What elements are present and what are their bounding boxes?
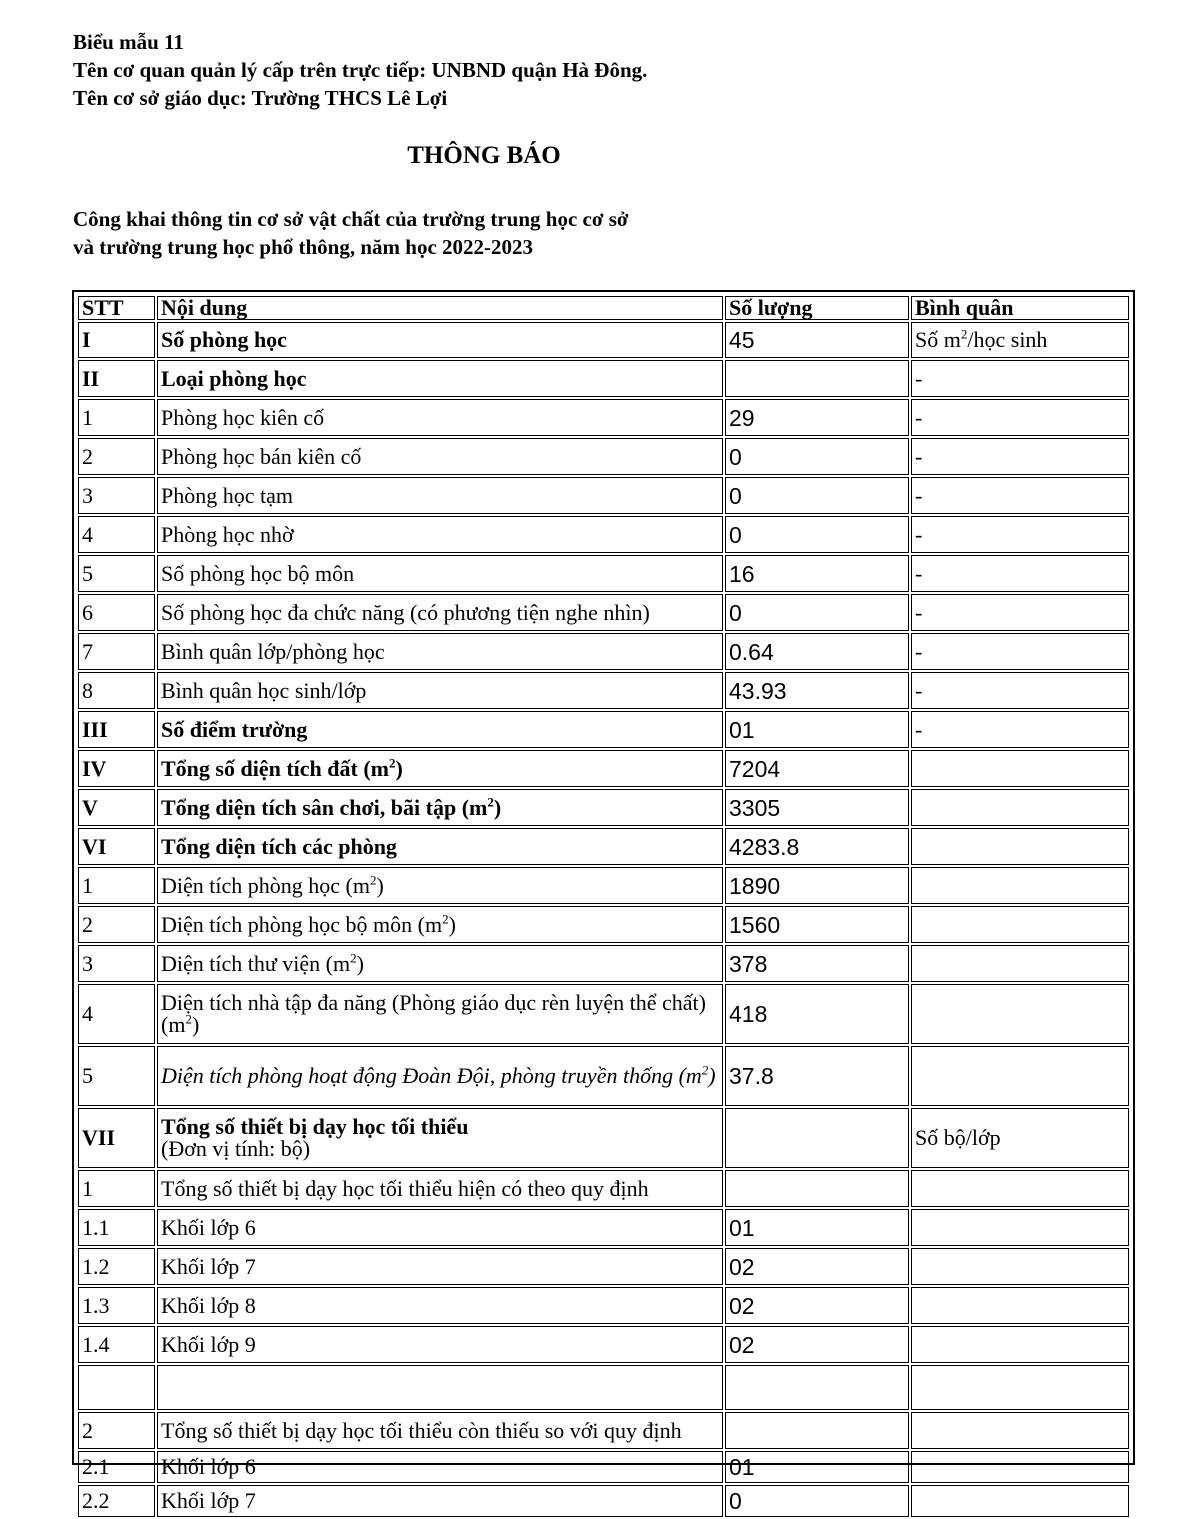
cell-noi-dung-text: Khối lớp 9	[161, 1331, 256, 1357]
managing-agency: Tên cơ quan quản lý cấp trên trực tiếp: UNBND quận Hà Đông.	[73, 58, 648, 82]
cell-stt	[78, 1046, 155, 1106]
cell-stt-text: 4	[82, 1001, 93, 1026]
cell-stt	[78, 594, 155, 631]
cell-stt-text: 6	[82, 599, 93, 625]
form-number: Biểu mẫu 11	[73, 30, 184, 54]
cell-noi-dung	[157, 1108, 723, 1168]
cell-binh-quan	[911, 399, 1129, 436]
cell-noi-dung-text: Số phòng học	[161, 327, 287, 352]
cell-noi-dung	[157, 1451, 723, 1483]
cell-stt	[78, 555, 155, 592]
cell-stt	[78, 1485, 155, 1517]
header-noi-dung: Nội dung	[157, 296, 723, 320]
cell-noi-dung	[157, 555, 723, 592]
table-row	[78, 516, 1129, 553]
cell-stt-text: VII	[82, 1125, 116, 1150]
cell-noi-dung-text: Khối lớp 6	[161, 1454, 256, 1479]
cell-noi-dung-text: Diện tích phòng hoạt động Đoàn Đội, phòng truyền thống $(m^2)$	[161, 1062, 716, 1088]
school-name: Tên cơ sở giáo dục: Trường THCS Lê Lợi	[73, 86, 448, 110]
facilities-table	[76, 294, 1131, 1519]
cell-stt	[78, 867, 155, 904]
cell-so-luong	[725, 1365, 909, 1410]
cell-binh-quan	[911, 438, 1129, 475]
cell-stt	[78, 789, 155, 826]
cell-so-luong	[725, 1170, 909, 1207]
cell-noi-dung-text: Số điểm trường	[161, 716, 308, 742]
cell-noi-dung	[157, 322, 723, 358]
cell-noi-dung-text: Phòng học bán kiên cố	[161, 443, 362, 469]
cell-noi-dung	[157, 477, 723, 514]
cell-binh-quan	[911, 1365, 1129, 1410]
cell-binh-quan-text: -	[915, 521, 923, 547]
table-row	[78, 1046, 1129, 1106]
cell-stt-text: VI	[82, 833, 107, 859]
cell-stt	[78, 633, 155, 670]
cell-binh-quan	[911, 516, 1129, 553]
cell-stt	[78, 1365, 155, 1410]
cell-stt	[78, 672, 155, 709]
cell-binh-quan-text: -	[915, 404, 923, 430]
table-row	[78, 594, 1129, 631]
table-row	[78, 1451, 1129, 1483]
cell-stt-text: 1	[82, 404, 93, 430]
cell-stt-text: 2	[82, 1417, 93, 1443]
cell-so-luong	[725, 1485, 909, 1517]
table-row	[78, 322, 1129, 358]
cell-binh-quan	[911, 1170, 1129, 1207]
table-row	[78, 477, 1129, 514]
cell-noi-dung-text: Tổng số thiết bị dạy học tối thiểu hiện có theo quy định	[161, 1175, 649, 1201]
table-row	[78, 906, 1129, 943]
cell-noi-dung-text: Số phòng học bộ môn	[161, 560, 355, 586]
cell-so-luong-text: 4283.8	[729, 833, 800, 860]
cell-noi-dung-text: Khối lớp 6	[161, 1214, 256, 1240]
cell-binh-quan	[911, 672, 1129, 709]
cell-binh-quan-text: -	[915, 599, 923, 625]
table-row	[78, 711, 1129, 748]
cell-binh-quan-text: -	[915, 638, 923, 664]
cell-stt-text: IV	[82, 755, 107, 781]
cell-noi-dung-text: Tổng số diện tích đất $(m^2)$	[161, 755, 403, 781]
notice-subtitle	[73, 205, 629, 261]
cell-so-luong-text: 3305	[729, 794, 781, 821]
cell-noi-dung	[157, 1248, 723, 1285]
cell-binh-quan	[911, 867, 1129, 904]
table-row	[78, 399, 1129, 436]
cell-stt	[78, 1412, 155, 1449]
cell-noi-dung	[157, 984, 723, 1044]
cell-binh-quan	[911, 1412, 1129, 1449]
cell-so-luong-text: 0	[729, 521, 742, 548]
cell-so-luong	[725, 789, 909, 826]
cell-noi-dung	[157, 399, 723, 436]
cell-stt-text: 7	[82, 638, 93, 664]
cell-noi-dung	[157, 633, 723, 670]
table-row	[78, 1248, 1129, 1285]
cell-stt-text: 3	[82, 482, 93, 508]
table-row	[78, 1365, 1129, 1410]
cell-so-luong	[725, 1108, 909, 1168]
cell-so-luong	[725, 1248, 909, 1285]
cell-stt-text: 3	[82, 950, 93, 976]
table-row	[78, 360, 1129, 397]
cell-stt-text: V	[82, 794, 98, 820]
cell-noi-dung-text: Phòng học kiên cố	[161, 404, 325, 430]
cell-noi-dung	[157, 516, 723, 553]
cell-noi-dung	[157, 1485, 723, 1517]
cell-so-luong-text: 378	[729, 950, 768, 977]
cell-so-luong	[725, 945, 909, 982]
cell-noi-dung-text: Diện tích phòng học bộ môn $(m^2)$	[161, 911, 456, 937]
cell-noi-dung	[157, 1287, 723, 1324]
cell-noi-dung-text: Phòng học nhờ	[161, 521, 294, 547]
cell-binh-quan	[911, 1485, 1129, 1517]
cell-binh-quan-text: -	[915, 716, 923, 742]
cell-stt	[78, 1326, 155, 1363]
cell-binh-quan	[911, 1287, 1129, 1324]
cell-so-luong-text: 29	[729, 404, 755, 431]
cell-noi-dung-unit: (Đơn vị tính: bộ)	[161, 1136, 311, 1161]
cell-noi-dung	[157, 1046, 723, 1106]
cell-binh-quan	[911, 633, 1129, 670]
table-row	[78, 555, 1129, 592]
cell-binh-quan	[911, 984, 1129, 1044]
header-binh-quan: Bình quân	[911, 296, 1129, 320]
cell-so-luong	[725, 594, 909, 631]
table-row	[78, 1412, 1129, 1449]
cell-noi-dung-text: Phòng học tạm	[161, 482, 293, 508]
cell-noi-dung-text: Khối lớp 7	[161, 1253, 256, 1279]
table-row	[78, 867, 1129, 904]
cell-so-luong-text: 1560	[729, 911, 781, 938]
cell-noi-dung	[157, 789, 723, 826]
cell-binh-quan	[911, 945, 1129, 982]
cell-binh-quan	[911, 360, 1129, 397]
cell-stt-text: 1.4	[82, 1331, 110, 1357]
cell-noi-dung-text: Tổng số thiết bị dạy học tối thiểu còn thiếu so với quy định	[161, 1417, 682, 1443]
cell-so-luong-text: 45	[729, 327, 755, 353]
cell-so-luong-text: 02	[729, 1331, 755, 1358]
cell-stt	[78, 984, 155, 1044]
cell-stt-text: 2	[82, 911, 93, 937]
cell-noi-dung-text: Tổng số thiết bị dạy học tối thiểu	[161, 1114, 469, 1139]
cell-so-luong	[725, 1287, 909, 1324]
cell-noi-dung	[157, 1365, 723, 1410]
cell-so-luong	[725, 906, 909, 943]
table-row	[78, 672, 1129, 709]
cell-so-luong	[725, 1209, 909, 1246]
header-so-luong: Số lượng	[725, 296, 909, 320]
cell-binh-quan-text: -	[915, 365, 923, 391]
cell-so-luong	[725, 672, 909, 709]
cell-noi-dung	[157, 828, 723, 865]
cell-stt-text: 2.1	[82, 1454, 110, 1479]
cell-stt	[78, 477, 155, 514]
cell-so-luong-text: 01	[729, 1454, 755, 1480]
cell-stt	[78, 1108, 155, 1168]
cell-stt-text: 4	[82, 521, 93, 547]
cell-binh-quan	[911, 477, 1129, 514]
table-row	[78, 789, 1129, 826]
cell-noi-dung-text: Khối lớp 7	[161, 1488, 256, 1513]
table-row	[78, 750, 1129, 787]
cell-stt-text: 2.2	[82, 1488, 110, 1513]
cell-stt	[78, 438, 155, 475]
cell-so-luong	[725, 1451, 909, 1483]
cell-stt	[78, 360, 155, 397]
cell-stt	[78, 1451, 155, 1483]
cell-noi-dung	[157, 1209, 723, 1246]
cell-so-luong-text: 37.8	[729, 1063, 774, 1089]
notice-title: THÔNG BÁO	[407, 142, 561, 169]
cell-binh-quan-text: -	[915, 677, 923, 703]
table-row	[78, 1485, 1129, 1517]
cell-so-luong-text: 01	[729, 1214, 755, 1241]
cell-so-luong-text: 02	[729, 1292, 755, 1319]
cell-so-luong-text: 0.64	[729, 638, 774, 665]
cell-noi-dung-text: Loại phòng học	[161, 365, 307, 391]
cell-noi-dung	[157, 360, 723, 397]
cell-binh-quan	[911, 594, 1129, 631]
cell-noi-dung	[157, 1170, 723, 1207]
cell-stt-text: 1	[82, 872, 93, 898]
header-stt: STT	[78, 296, 155, 320]
cell-so-luong	[725, 555, 909, 592]
table-row	[78, 633, 1129, 670]
cell-so-luong	[725, 477, 909, 514]
cell-stt	[78, 945, 155, 982]
cell-binh-quan	[911, 555, 1129, 592]
cell-stt-text: 1	[82, 1175, 93, 1201]
cell-so-luong-text: 01	[729, 716, 755, 743]
cell-so-luong-text: 0	[729, 443, 742, 470]
cell-so-luong	[725, 711, 909, 748]
cell-so-luong-text: 0	[729, 482, 742, 509]
cell-stt	[78, 322, 155, 358]
cell-noi-dung	[157, 906, 723, 943]
cell-stt-text: III	[82, 716, 108, 742]
cell-binh-quan	[911, 1326, 1129, 1363]
cell-stt	[78, 1209, 155, 1246]
cell-so-luong	[725, 360, 909, 397]
table-row	[78, 1170, 1129, 1207]
cell-binh-quan	[911, 906, 1129, 943]
cell-binh-quan	[911, 1451, 1129, 1483]
cell-binh-quan	[911, 322, 1129, 358]
subtitle-line-1: Công khai thông tin cơ sở vật chất của trường trung học cơ sở	[73, 207, 629, 231]
cell-so-luong-text: 0	[729, 1488, 742, 1514]
cell-stt-text: 1.1	[82, 1214, 110, 1240]
cell-noi-dung	[157, 711, 723, 748]
cell-noi-dung-text: Diện tích nhà tập đa năng (Phòng giáo dục rèn luyện thể chất) $(m^2)$	[161, 990, 706, 1037]
cell-binh-quan	[911, 1046, 1129, 1106]
cell-stt-text: 5	[82, 560, 93, 586]
cell-noi-dung	[157, 750, 723, 787]
table-row	[78, 828, 1129, 865]
cell-binh-quan	[911, 1248, 1129, 1285]
table-row	[78, 1209, 1129, 1246]
cell-binh-quan-text: Số bộ/lớp	[915, 1125, 1001, 1150]
cell-stt-text: 5	[82, 1063, 93, 1088]
cell-stt	[78, 711, 155, 748]
cell-so-luong-text: 418	[729, 1001, 768, 1027]
cell-noi-dung-text: Bình quân học sinh/lớp	[161, 677, 367, 703]
cell-noi-dung	[157, 1326, 723, 1363]
table-row	[78, 1326, 1129, 1363]
cell-stt-text: 1.3	[82, 1292, 110, 1318]
cell-so-luong-text: 1890	[729, 872, 781, 899]
cell-so-luong	[725, 438, 909, 475]
table-header-row	[78, 296, 1129, 320]
cell-noi-dung-text: Diện tích phòng học $(m^2)$	[161, 872, 384, 898]
cell-noi-dung-text: Tổng diện tích các phòng	[161, 833, 397, 859]
cell-stt	[78, 516, 155, 553]
cell-so-luong	[725, 322, 909, 358]
cell-binh-quan	[911, 789, 1129, 826]
document-header	[73, 28, 647, 112]
cell-binh-quan	[911, 711, 1129, 748]
cell-stt	[78, 750, 155, 787]
cell-noi-dung	[157, 594, 723, 631]
cell-noi-dung	[157, 1412, 723, 1449]
cell-so-luong	[725, 1046, 909, 1106]
cell-so-luong	[725, 984, 909, 1044]
cell-noi-dung	[157, 438, 723, 475]
cell-noi-dung-text: Bình quân lớp/phòng học	[161, 638, 385, 664]
cell-noi-dung-text: Khối lớp 8	[161, 1292, 256, 1318]
cell-stt	[78, 906, 155, 943]
cell-stt	[78, 1248, 155, 1285]
cell-noi-dung	[157, 867, 723, 904]
cell-binh-quan-text: Số $m^2$/học sinh	[915, 326, 1048, 352]
cell-so-luong-text: 7204	[729, 755, 781, 782]
cell-noi-dung-text: Diện tích thư viện $(m^2)$	[161, 950, 364, 976]
table-row	[78, 1287, 1129, 1324]
subtitle-line-2: và trường trung học phổ thông, năm học 2022-2023	[73, 235, 534, 259]
cell-stt	[78, 399, 155, 436]
table-row	[78, 438, 1129, 475]
cell-so-luong	[725, 867, 909, 904]
table-row	[78, 1108, 1129, 1168]
cell-binh-quan	[911, 1108, 1129, 1168]
cell-binh-quan	[911, 1209, 1129, 1246]
cell-so-luong	[725, 828, 909, 865]
cell-binh-quan-text: -	[915, 443, 923, 469]
cell-so-luong-text: 0	[729, 599, 742, 626]
table-row	[78, 945, 1129, 982]
cell-stt-text: I	[82, 327, 91, 352]
cell-so-luong	[725, 633, 909, 670]
cell-binh-quan	[911, 828, 1129, 865]
cell-stt	[78, 1170, 155, 1207]
cell-stt-text: II	[82, 365, 100, 391]
cell-so-luong	[725, 750, 909, 787]
facilities-table-frame	[72, 290, 1135, 1514]
cell-so-luong-text: 43.93	[729, 677, 787, 704]
cell-binh-quan-text: -	[915, 482, 923, 508]
cell-so-luong	[725, 1326, 909, 1363]
cell-noi-dung-text: Số phòng học đa chức năng (có phương tiện nghe nhìn)	[161, 599, 650, 625]
cell-so-luong-text: 16	[729, 560, 755, 587]
cell-binh-quan-text: -	[915, 560, 923, 586]
cell-stt	[78, 1287, 155, 1324]
cell-noi-dung	[157, 945, 723, 982]
cell-so-luong	[725, 516, 909, 553]
cell-so-luong	[725, 1412, 909, 1449]
cell-stt	[78, 828, 155, 865]
table-row	[78, 984, 1129, 1044]
cell-stt-text: 2	[82, 443, 93, 469]
cell-so-luong-text: 02	[729, 1253, 755, 1280]
cell-stt-text: 8	[82, 677, 93, 703]
cell-so-luong	[725, 399, 909, 436]
cell-noi-dung-text: Tổng diện tích sân chơi, bãi tập $(m^2)$	[161, 794, 502, 820]
cell-stt-text: 1.2	[82, 1253, 110, 1279]
cell-noi-dung	[157, 672, 723, 709]
cell-binh-quan	[911, 750, 1129, 787]
